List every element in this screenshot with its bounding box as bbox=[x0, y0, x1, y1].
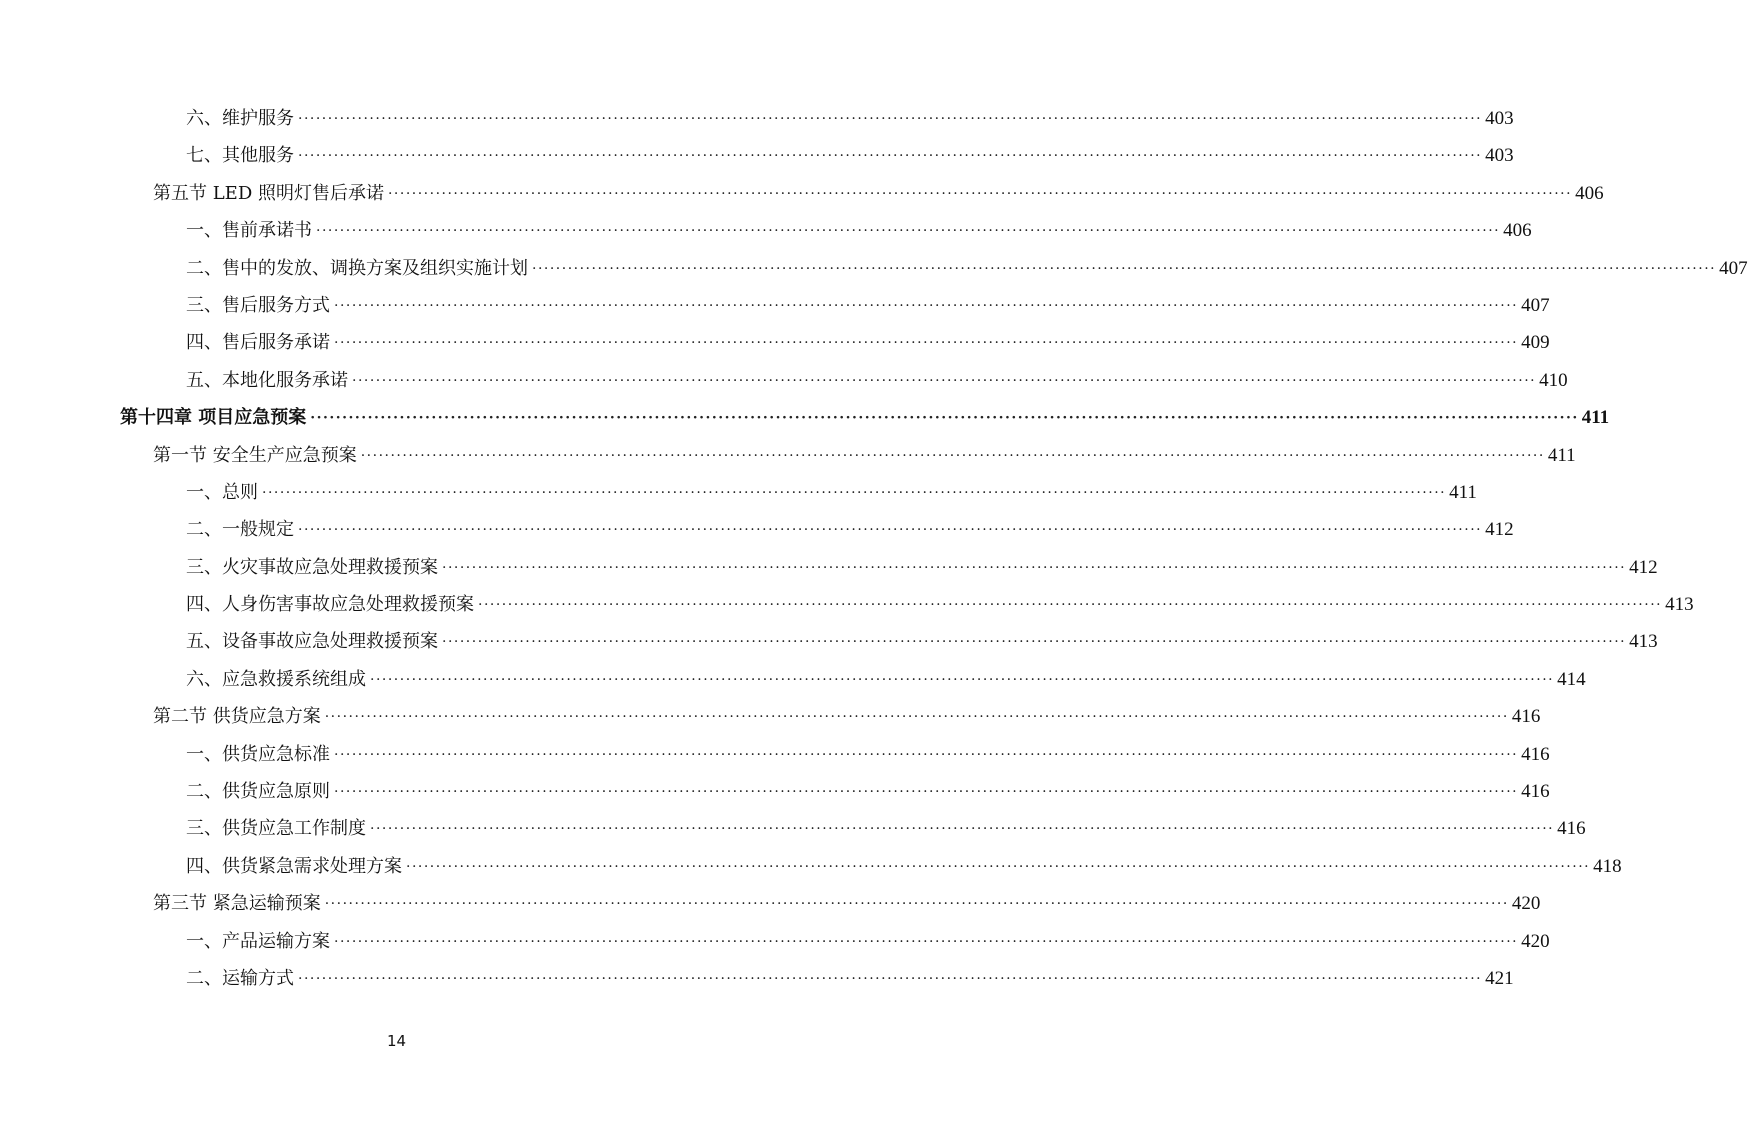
toc-dot-leader: ······································································································································································································· bbox=[478, 597, 1663, 614]
toc-dot-leader: ······································································································································································································· bbox=[406, 858, 1591, 875]
toc-entry-item[interactable] bbox=[0, 960, 1514, 997]
toc-entry-title: 第二节 供货应急方案 bbox=[153, 706, 321, 728]
toc-entry-title: 第五节 LED 照明灯售后承诺 bbox=[153, 182, 384, 204]
toc-entry-item[interactable] bbox=[0, 250, 1748, 287]
toc-dot-leader: ······································································································································································································· bbox=[298, 148, 1483, 165]
toc-dot-leader: ······································································································································································································· bbox=[387, 185, 1573, 202]
toc-entry-page: 413 bbox=[1665, 594, 1694, 616]
toc-entry-item[interactable] bbox=[0, 736, 1550, 773]
toc-dot-leader: ······································································································································································································· bbox=[324, 709, 1509, 726]
toc-dot-leader: ······································································································································································································· bbox=[334, 297, 1519, 314]
toc-entry-page: 421 bbox=[1485, 967, 1514, 989]
toc-entry-title: 二、一般规定 bbox=[186, 519, 294, 541]
toc-dot-leader: ······································································································································································································· bbox=[310, 410, 1579, 427]
toc-entry-section[interactable] bbox=[0, 885, 1541, 922]
toc-entry-section[interactable] bbox=[0, 698, 1541, 735]
toc-entry-item[interactable] bbox=[0, 137, 1514, 174]
page-number: 14 bbox=[386, 1032, 407, 1050]
toc-entry-page: 416 bbox=[1521, 743, 1550, 765]
toc-dot-leader: ······································································································································································································· bbox=[352, 372, 1537, 389]
toc-dot-leader: ······································································································································································································· bbox=[298, 970, 1483, 987]
toc-dot-leader: ······································································································································································································· bbox=[262, 484, 1447, 501]
toc-entry-item[interactable] bbox=[0, 212, 1532, 249]
toc-entry-section[interactable] bbox=[0, 437, 1576, 474]
toc-entry-title: 三、售后服务方式 bbox=[186, 294, 330, 316]
toc-entry-title: 五、设备事故应急处理救援预案 bbox=[186, 631, 438, 653]
toc-dot-leader: ······································································································································································································· bbox=[334, 335, 1519, 352]
toc-entry-page: 410 bbox=[1539, 369, 1568, 391]
toc-entry-section[interactable] bbox=[0, 175, 1604, 212]
toc-entry-chapter[interactable] bbox=[0, 399, 1610, 436]
toc-dot-leader: ······································································································································································································· bbox=[334, 933, 1519, 950]
toc-entry-page: 406 bbox=[1575, 182, 1604, 204]
toc-entry-title: 一、售前承诺书 bbox=[186, 220, 312, 242]
toc-entry-title: 第一节 安全生产应急预案 bbox=[153, 444, 357, 466]
toc-dot-leader: ······································································································································································································· bbox=[324, 896, 1509, 913]
toc-entry-title: 一、产品运输方案 bbox=[186, 930, 330, 952]
toc-entry-item[interactable] bbox=[0, 848, 1622, 885]
toc-entry-title: 三、火灾事故应急处理救援预案 bbox=[186, 556, 438, 578]
toc-dot-leader: ······································································································································································································· bbox=[360, 447, 1545, 464]
toc-entry-page: 412 bbox=[1485, 519, 1514, 541]
toc-entry-item[interactable] bbox=[0, 586, 1694, 623]
toc-entry-page: 416 bbox=[1511, 706, 1541, 728]
toc-entry-title: 五、本地化服务承诺 bbox=[186, 369, 348, 391]
toc-entry-page: 420 bbox=[1511, 893, 1541, 915]
toc-entry-title: 六、应急救援系统组成 bbox=[186, 668, 366, 690]
toc-dot-leader: ······································································································································································································· bbox=[298, 111, 1483, 127]
toc-entry-page: 412 bbox=[1629, 556, 1658, 578]
toc-entry-page: 406 bbox=[1503, 220, 1532, 242]
toc-entry-title: 四、售后服务承诺 bbox=[186, 332, 330, 354]
toc-entry-item[interactable] bbox=[0, 511, 1514, 548]
toc-dot-leader: ······································································································································································································· bbox=[442, 559, 1627, 576]
toc-entry-item[interactable] bbox=[0, 474, 1477, 511]
toc-entry-title: 第三节 紧急运输预案 bbox=[153, 893, 321, 915]
toc-entry-page: 409 bbox=[1521, 332, 1550, 354]
toc-entry-title: 二、运输方式 bbox=[186, 967, 294, 989]
toc-dot-leader: ······································································································································································································· bbox=[442, 634, 1627, 651]
toc-entry-item[interactable] bbox=[0, 362, 1568, 399]
toc-entry-item[interactable] bbox=[0, 324, 1550, 361]
toc-entry-title: 二、售中的发放、调换方案及组织实施计划 bbox=[186, 257, 528, 279]
toc-entry-page: 414 bbox=[1557, 668, 1586, 690]
toc-entry-item[interactable] bbox=[0, 773, 1550, 810]
toc-dot-leader: ······································································································································································································· bbox=[370, 821, 1555, 838]
toc-entry-page: 403 bbox=[1485, 108, 1514, 129]
toc-entry-page: 407 bbox=[1521, 294, 1550, 316]
toc-entry-title: 一、供货应急标准 bbox=[186, 743, 330, 765]
toc-dot-leader: ······································································································································································································· bbox=[532, 260, 1717, 277]
toc-entry-title: 四、人身伤害事故应急处理救援预案 bbox=[186, 594, 474, 616]
toc-entry-page: 411 bbox=[1581, 407, 1610, 429]
toc-dot-leader: ······································································································································································································· bbox=[298, 522, 1483, 539]
toc-dot-leader: ······································································································································································································· bbox=[334, 784, 1519, 801]
toc-entry-title: 六、维护服务 bbox=[186, 108, 294, 129]
toc-entry-item[interactable] bbox=[0, 661, 1586, 698]
toc-dot-leader: ······································································································································································································· bbox=[370, 671, 1555, 688]
toc-entry-title: 七、其他服务 bbox=[186, 145, 294, 167]
toc-entry-item[interactable] bbox=[0, 100, 1514, 137]
toc-entry-page: 407 bbox=[1719, 257, 1748, 279]
toc-entry-page: 420 bbox=[1521, 930, 1550, 952]
toc-entry-item[interactable] bbox=[0, 923, 1550, 960]
toc-dot-leader: ······································································································································································································· bbox=[316, 223, 1501, 240]
toc-entry-page: 411 bbox=[1547, 444, 1576, 466]
toc-entry-title: 二、供货应急原则 bbox=[186, 781, 330, 803]
toc-entry-title: 第十四章 项目应急预案 bbox=[120, 407, 307, 429]
toc-dot-leader: ······································································································································································································· bbox=[334, 746, 1519, 763]
toc-entry-page: 411 bbox=[1449, 481, 1477, 503]
table-of-contents bbox=[0, 100, 1748, 997]
toc-entry-item[interactable] bbox=[0, 287, 1550, 324]
toc-entry-page: 418 bbox=[1593, 855, 1622, 877]
toc-entry-page: 413 bbox=[1629, 631, 1658, 653]
toc-entry-page: 416 bbox=[1557, 818, 1586, 840]
toc-entry-item[interactable] bbox=[0, 810, 1586, 847]
toc-entry-title: 三、供货应急工作制度 bbox=[186, 818, 366, 840]
toc-entry-item[interactable] bbox=[0, 623, 1658, 660]
toc-entry-page: 416 bbox=[1521, 781, 1550, 803]
toc-entry-page: 403 bbox=[1485, 145, 1514, 167]
toc-entry-item[interactable] bbox=[0, 549, 1658, 586]
toc-entry-title: 四、供货紧急需求处理方案 bbox=[186, 855, 402, 877]
toc-entry-title: 一、总则 bbox=[186, 481, 258, 503]
